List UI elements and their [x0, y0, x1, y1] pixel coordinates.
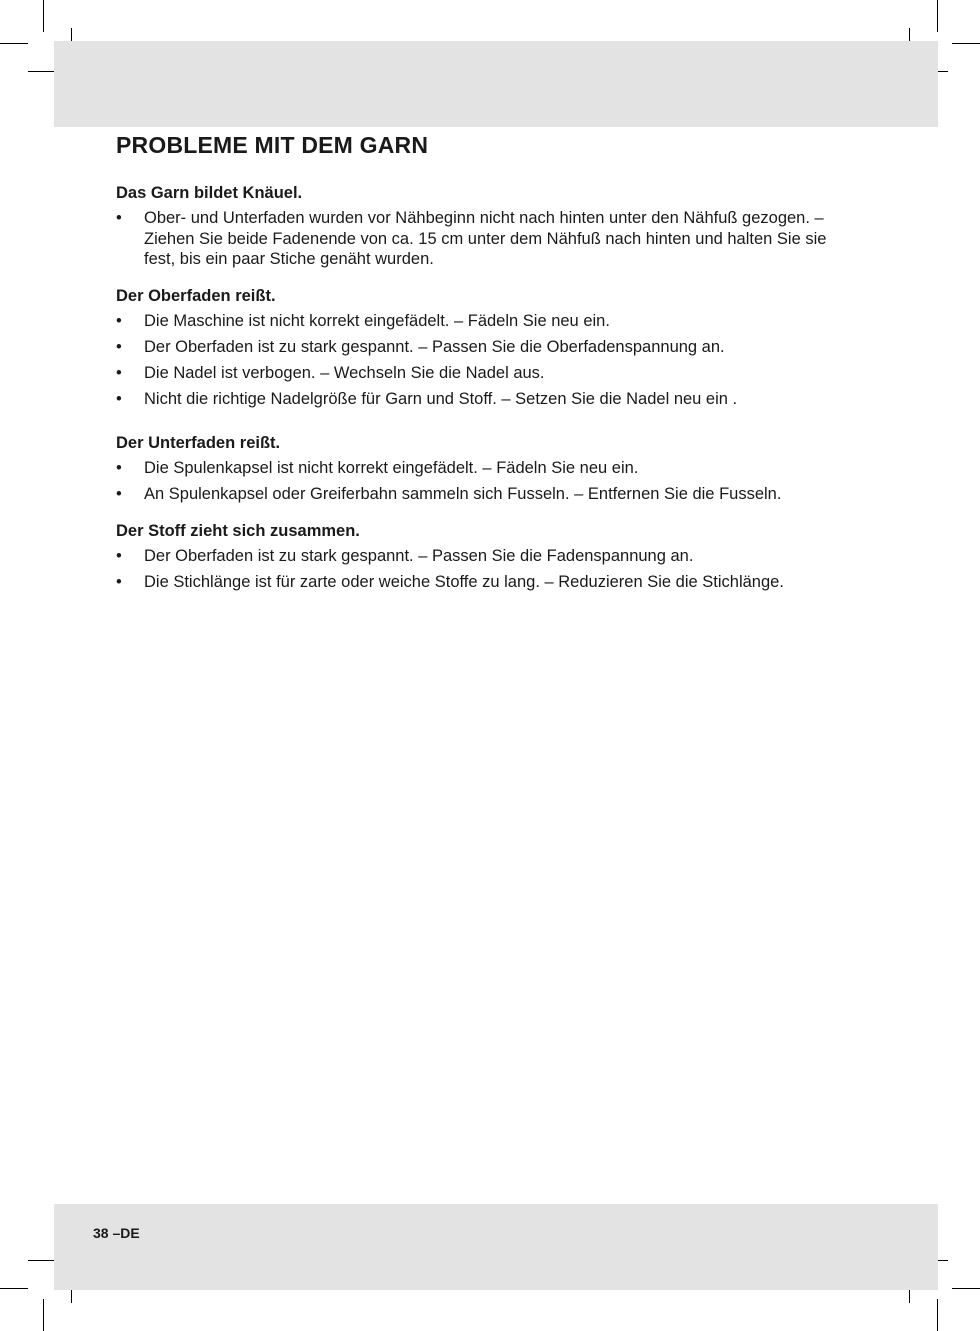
- crop-mark: [43, 1299, 44, 1331]
- crop-mark: [937, 0, 938, 32]
- crop-mark: [0, 1288, 28, 1289]
- list-item-text: Ober- und Unterfaden wurden vor Nähbeginn nicht nach hinten unter den Nähfuß gezogen. – Ziehen Sie beide Fadenende von ca. 15 cm unter dem Nähfuß nach hinten und halten Sie sie fest, bis ein paar Stiche genäht wurden.: [144, 209, 827, 268]
- list-item-text: Die Maschine ist nicht korrekt eingefädelt. – Fädeln Sie neu ein.: [144, 311, 610, 330]
- list-item-text: An Spulenkapsel oder Greiferbahn sammeln sich Fusseln. – Entfernen Sie die Fusseln.: [144, 485, 782, 503]
- crop-mark: [952, 43, 980, 44]
- list-item-text: Der Oberfaden ist zu stark gespannt. – Passen Sie die Oberfadenspannung an.: [144, 337, 725, 356]
- section-heading: Der Oberfaden reißt.: [116, 286, 276, 305]
- section-unterfaden-reisst: [116, 433, 856, 505]
- list-item-text: Der Oberfaden ist zu stark gespannt. – Passen Sie die Fadenspannung an.: [144, 546, 694, 565]
- bullet-list: [116, 458, 856, 505]
- bullet-icon: •: [116, 389, 122, 408]
- section-heading: Der Stoff zieht sich zusammen.: [116, 521, 360, 540]
- section-heading: Der Unterfaden reißt.: [116, 434, 281, 452]
- bullet-list: [116, 311, 856, 410]
- bullet-icon: •: [116, 209, 122, 227]
- list-item: [116, 484, 856, 505]
- list-item: [116, 546, 856, 567]
- troubleshooting-content: [116, 183, 856, 608]
- list-item-text: Die Spulenkapsel ist nicht korrekt eingefädelt. – Fädeln Sie neu ein.: [144, 459, 639, 477]
- section-heading: Das Garn bildet Knäuel.: [116, 184, 303, 202]
- footer-band: [54, 1204, 938, 1290]
- bullet-list: [116, 208, 856, 270]
- section-oberfaden-reisst: [116, 286, 856, 410]
- page-number: 38 –DE: [93, 1225, 140, 1241]
- header-band: [54, 41, 938, 127]
- bullet-list: [116, 546, 856, 593]
- bullet-icon: •: [116, 546, 122, 565]
- crop-mark: [0, 43, 28, 44]
- list-item: [116, 337, 856, 358]
- bullet-icon: •: [116, 572, 122, 591]
- list-item: [116, 311, 856, 332]
- list-item: [116, 389, 856, 410]
- list-item: [116, 458, 856, 479]
- crop-mark: [952, 1288, 980, 1289]
- list-item-text: Nicht die richtige Nadelgröße für Garn und Stoff. – Setzen Sie die Nadel neu ein .: [144, 389, 738, 408]
- bullet-icon: •: [116, 337, 122, 356]
- section-stoff-zieht-sich-zusammen: [116, 521, 856, 593]
- bullet-icon: •: [116, 459, 122, 477]
- list-item: [116, 208, 856, 270]
- crop-mark: [28, 71, 56, 72]
- bullet-icon: •: [116, 311, 122, 330]
- crop-mark: [43, 0, 44, 32]
- page-title: PROBLEME MIT DEM GARN: [116, 132, 429, 158]
- list-item-text: Die Stichlänge ist für zarte oder weiche Stoffe zu lang. – Reduzieren Sie die Stichlänge.: [144, 572, 784, 591]
- list-item: [116, 572, 856, 593]
- bullet-icon: •: [116, 363, 122, 382]
- crop-mark: [937, 1299, 938, 1331]
- section-garn-knaeuel: [116, 183, 856, 270]
- crop-mark: [28, 1260, 56, 1261]
- bullet-icon: •: [116, 485, 122, 503]
- list-item-text: Die Nadel ist verbogen. – Wechseln Sie die Nadel aus.: [144, 363, 545, 382]
- list-item: [116, 363, 856, 384]
